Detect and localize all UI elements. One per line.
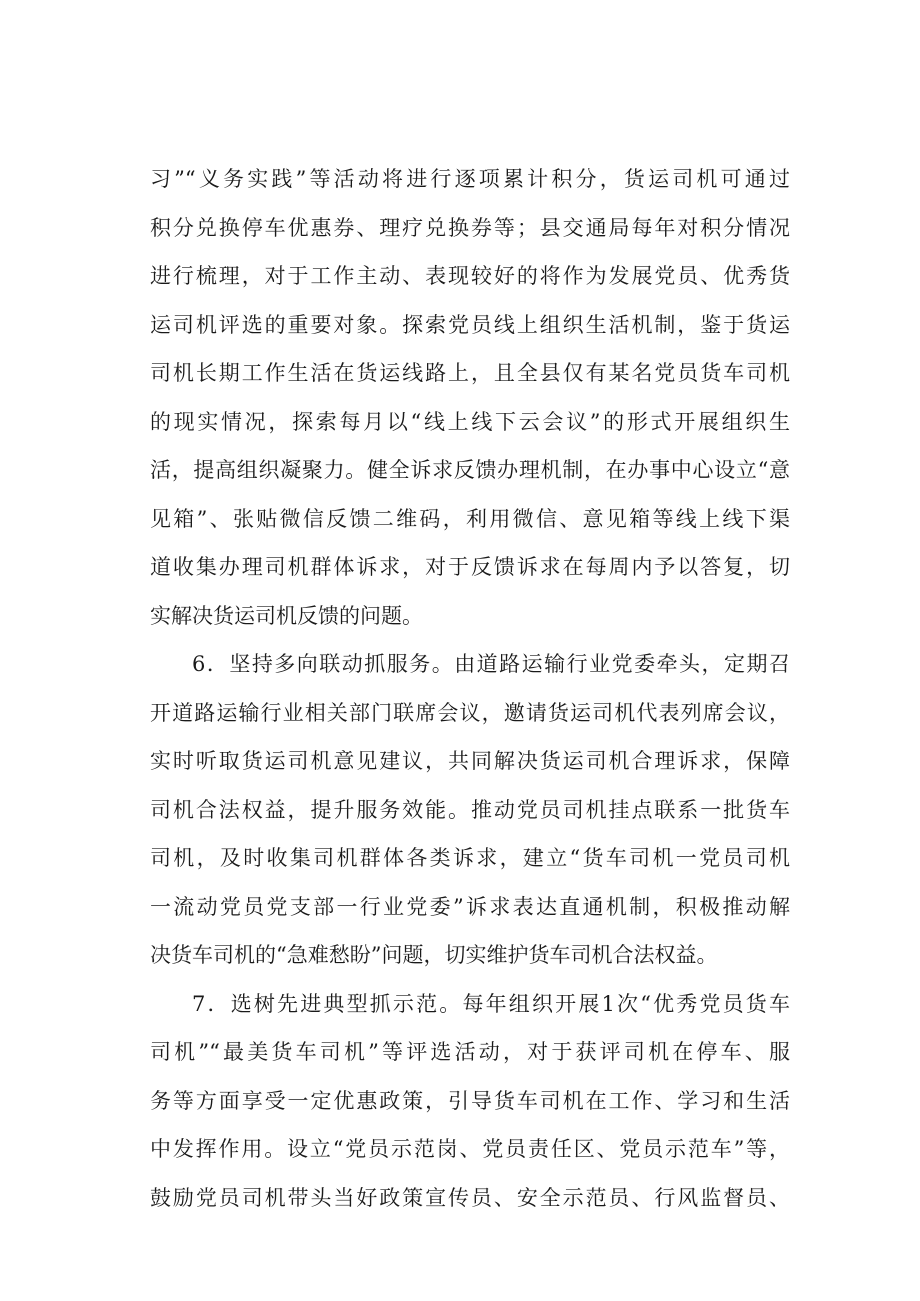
text-line: 活，提高组织凝聚力。健全诉求反馈办理机制，在办事中心设立“意: [150, 458, 790, 482]
text-line: 实时听取货运司机意见建议，共同解决货运司机合理诉求，保障: [150, 749, 790, 773]
text-line: 实解决货运司机反馈的问题。: [150, 603, 423, 628]
document-body: [150, 155, 790, 1222]
text-line: 道收集办理司机群体诉求，对于反馈诉求在每周内予以答复，切: [150, 555, 790, 579]
text-line: 司机合法权益，提升服务效能。推动党员司机挂点联系一批货车: [150, 797, 790, 822]
paragraph-integral-mechanism: [150, 155, 790, 640]
paragraph-section-6: [150, 640, 790, 980]
text-line: 运司机评选的重要对象。探索党员线上组织生活机制，鉴于货运: [150, 312, 790, 337]
text-line: 开道路运输行业相关部门联席会议，邀请货运司机代表列席会议，: [150, 700, 790, 725]
text-line: 务等方面享受一定优惠政策，引导货车司机在工作、学习和生活: [150, 1088, 790, 1113]
section-heading-line: 6．坚持多向联动抓服务。由道路运输行业党委牵头，定期召: [192, 652, 790, 676]
text-line: 习”“义务实践”等活动将进行逐项累计积分，货运司机可通过: [150, 167, 790, 191]
text-line: 中发挥作用。设立“党员示范岗、党员责任区、党员示范车”等，: [150, 1137, 790, 1161]
text-line: 决货车司机的“急难愁盼”问题，切实维护货车司机合法权益。: [150, 943, 718, 967]
text-line: 见箱”、张贴微信反馈二维码，利用微信、意见箱等线上线下渠: [150, 506, 790, 531]
section-heading-line: 7．选树先进典型抓示范。每年组织开展1次“优秀党员货车: [192, 991, 790, 1016]
text-line: 进行梳理，对于工作主动、表现较好的将作为发展党员、优秀货: [150, 264, 790, 288]
paragraph-section-7: [150, 980, 790, 1223]
text-line: 积分兑换停车优惠券、理疗兑换券等；县交通局每年对积分情况: [150, 215, 790, 240]
text-line: 司机长期工作生活在货运线路上，且全县仅有某名党员货车司机: [150, 361, 790, 385]
text-line: 的现实情况，探索每月以“线上线下云会议”的形式开展组织生: [150, 409, 790, 434]
text-line: 鼓励党员司机带头当好政策宣传员、安全示范员、行风监督员、: [150, 1185, 790, 1210]
text-line: 司机，及时收集司机群体各类诉求，建立“货车司机一党员司机: [150, 846, 790, 870]
text-line: 司机”“最美货车司机”等评选活动，对于获评司机在停车、服: [150, 1040, 790, 1064]
text-line: 一流动党员党支部一行业党委”诉求表达直通机制，积极推动解: [150, 894, 790, 919]
